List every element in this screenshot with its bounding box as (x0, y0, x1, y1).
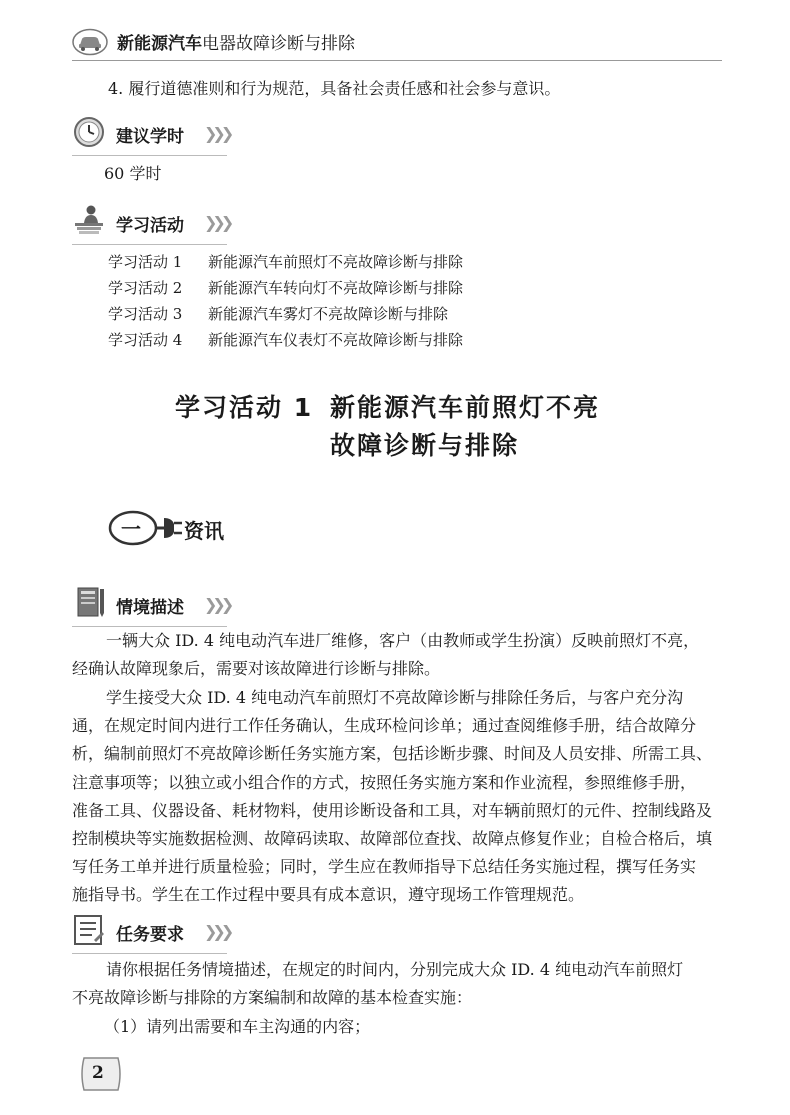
requirements-line-3: （1）请列出需要和车主沟通的内容； (104, 1017, 371, 1036)
chevrons-icon: ❯❯❯ (204, 124, 230, 143)
section-heading-hours (72, 114, 232, 154)
part-number: 一 (121, 517, 141, 541)
running-header-title (117, 33, 355, 55)
activity-4-label: 学习活动 4 (108, 331, 183, 349)
scenario-line-4: 通，在规定时间内进行工作任务确认，生成环检问诊单；通过查阅维修手册，结合故障分 (72, 716, 697, 735)
section-heading-requirements (72, 912, 232, 952)
chevrons-icon: ❯❯❯ (204, 922, 230, 941)
scenario-line-9: 写任务工单并进行质量检验；同时，学生应在教师指导下总结任务实施过程，撰写任务实 (72, 857, 697, 876)
scenario-line-10: 施指导书。学生在工作过程中要具有成本意识，遵守现场工作管理规范。 (72, 885, 585, 904)
section-underline (72, 155, 227, 156)
activity-2-title: 新能源汽车转向灯不亮故障诊断与排除 (208, 279, 464, 297)
header-title-bold: 新能源汽车 (117, 34, 202, 54)
section-underline (72, 626, 227, 627)
scenario-line-7: 准备工具、仪器设备、耗材物料，使用诊断设备和工具，对车辆前照灯的元件、控制线路及 (72, 801, 713, 820)
activity-3-label: 学习活动 3 (108, 305, 183, 323)
notebook-icon (72, 585, 106, 621)
requirements-line-1: 请你根据任务情境描述，在规定的时间内，分别完成大众 ID. 4 纯电动汽车前照灯 (106, 960, 684, 979)
car-logo-icon (72, 28, 108, 56)
chevrons-icon: ❯❯❯ (204, 213, 230, 232)
section-underline (72, 953, 227, 954)
activity-1-title: 新能源汽车前照灯不亮故障诊断与排除 (208, 253, 464, 271)
section-title-hours: 建议学时 (116, 127, 184, 147)
section-heading-activities (72, 203, 232, 243)
activity-heading-label: 学习活动 1 (175, 393, 314, 422)
section-title-activities: 学习活动 (116, 216, 184, 236)
scenario-line-6: 注意事项等；以独立或小组合作的方式，按照任务实施方案和作业流程，参照维修手册， (72, 773, 697, 792)
scenario-line-3: 学生接受大众 ID. 4 纯电动汽车前照灯不亮故障诊断与排除任务后，与客户充分沟 (106, 688, 684, 707)
section-heading-scenario (72, 585, 232, 625)
activity-4-title: 新能源汽车仪表灯不亮故障诊断与排除 (208, 331, 464, 349)
scenario-line-5: 析，编制前照灯不亮故障诊断任务实施方案，包括诊断步骤、时间及人员安排、所需工具、 (72, 744, 713, 763)
section-title-requirements: 任务要求 (116, 925, 184, 945)
requirements-line-2: 不亮故障诊断与排除的方案编制和故障的基本检查实施： (72, 988, 473, 1007)
activity-2-label: 学习活动 2 (108, 279, 183, 297)
list-icon (72, 912, 106, 948)
hours-value: 60 学时 (104, 164, 162, 183)
section-underline (72, 244, 227, 245)
scenario-line-8: 控制模块等实施数据检测、故障码读取、故障部位查找、故障点修复作业；自检合格后，填 (72, 829, 713, 848)
study-person-icon (72, 203, 106, 239)
clock-icon (72, 114, 106, 150)
section-title-scenario: 情境描述 (116, 598, 184, 618)
chevrons-icon: ❯❯❯ (204, 595, 230, 614)
header-title-rest: 电器故障诊断与排除 (202, 34, 355, 54)
scenario-line-2: 经确认故障现象后，需要对该故障进行诊断与排除。 (72, 659, 441, 678)
activity-3-title: 新能源汽车雾灯不亮故障诊断与排除 (208, 305, 449, 323)
activity-heading-title-line2: 故障诊断与排除 (330, 431, 520, 460)
plug-icon (108, 508, 184, 548)
activity-1-label: 学习活动 1 (108, 253, 183, 271)
page-number: 2 (92, 1063, 104, 1083)
scenario-line-1: 一辆大众 ID. 4 纯电动汽车进厂维修，客户（由教师或学生扮演）反映前照灯不亮， (106, 631, 700, 650)
header-rule (72, 60, 722, 61)
part-label: 资讯 (184, 519, 224, 543)
objective-item-4: 4. 履行道德准则和行为规范，具备社会责任感和社会参与意识。 (108, 79, 561, 98)
activity-heading-title: 新能源汽车前照灯不亮 (330, 393, 601, 422)
